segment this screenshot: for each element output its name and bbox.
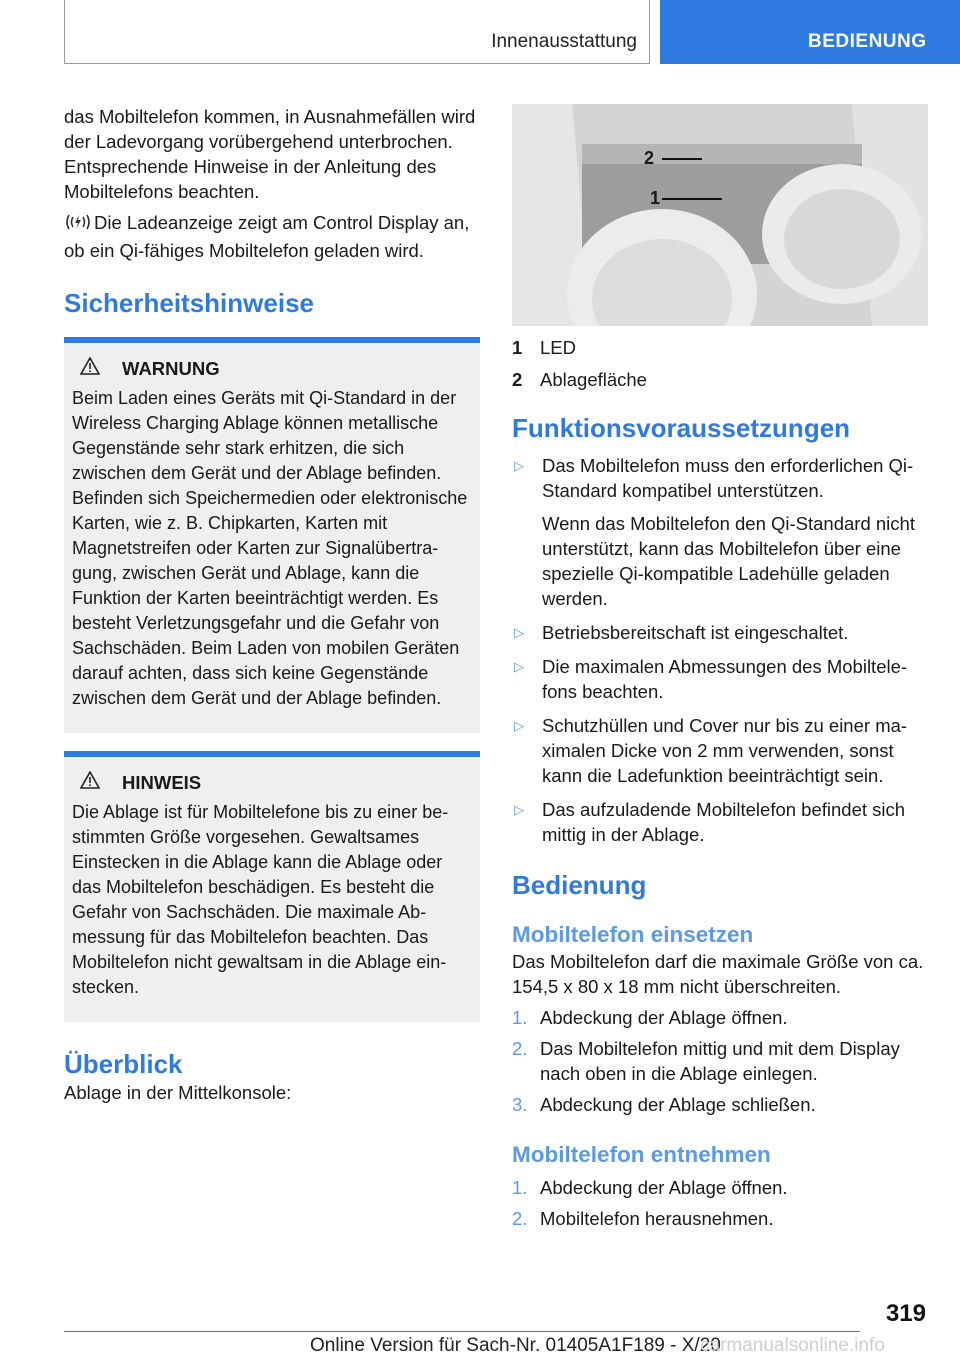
- charging-note: [64, 210, 480, 263]
- photo-legend: [512, 332, 928, 396]
- overview-heading: Überblick: [64, 1049, 183, 1079]
- list-item: 2. Mobiltelefon herausnehmen.: [512, 1208, 774, 1229]
- header-section-title: Innenausstattung: [491, 31, 637, 52]
- requirements-list: [512, 453, 928, 847]
- photo-label-2: 2: [644, 148, 655, 168]
- list-item: 2. Das Mobiltelefon mittig und mit dem Display nach oben in die Ablage einlegen.: [512, 1038, 900, 1084]
- list-item: 3. Abdeckung der Ablage schließen.: [512, 1094, 816, 1115]
- intro-paragraph: das Mobiltelefon kommen, in Ausnahmefällen wird der Ladevorgang vorübergehend unterbrochen. Entsprechende Hinweise in der Anleitung des Mobiltelefons beachten.: [64, 106, 476, 202]
- legend-item: 1 LED: [512, 337, 576, 358]
- list-item: ▷ Schutzhüllen und Cover nur bis zu einer maximalen Dicke von 2 mm verwenden, sonst kann die Ladefunktion beeinträchtigt sein.: [514, 715, 908, 786]
- notice-text: Die Ablage ist für Mobiltelefone bis zu einer bestimmten Größe vorgesehen. Gewaltsames Einstecken in die Ablage kann die Ablage oder das Mobiltelefon beschädigen. Es besteht die Gefahr von Sachschäden. Die maximale Abmessung für das Mobiltelefon beachten. Das Mobiltelefon nicht gewaltsam in die Ablage einstecken.: [72, 802, 449, 997]
- triangle-right-icon: ▷: [514, 802, 524, 817]
- triangle-right-icon: ▷: [514, 625, 524, 640]
- list-item: ▷ Das Mobiltelefon muss den erforderlichen Qi-Standard kompatibel unterstützen. Wenn das Mobiltelefon den Qi-Standard nicht unterstützt, kann das Mobiltelefon über eine spezielle Qi-kompatible Ladehülle geladen werden.: [514, 455, 915, 609]
- list-item: 1. Abdeckung der Ablage öffnen.: [512, 1007, 788, 1028]
- insert-text: Das Mobiltelefon darf die maximale Größe von ca. 154,5 x 80 x 18 mm nicht überschreiten.: [512, 951, 924, 997]
- operation-heading: Bedienung: [512, 870, 647, 900]
- overview-text: Ablage in der Mittelkonsole:: [64, 1082, 292, 1103]
- insert-steps: [512, 1005, 928, 1117]
- photo-label-1: 1: [650, 188, 661, 208]
- footer-divider: [64, 1331, 860, 1332]
- requirements-heading: Funktionsvoraussetzungen: [512, 413, 851, 443]
- remove-heading: Mobiltelefon entnehmen: [512, 1142, 771, 1167]
- notice-title: HINWEIS: [80, 771, 472, 794]
- warning-box: [64, 337, 480, 733]
- header-chapter-tab: BEDIENUNG: [660, 0, 960, 64]
- list-item: 1. Abdeckung der Ablage öffnen.: [512, 1177, 788, 1198]
- list-item: ▷ Betriebsbereitschaft ist eingeschaltet.: [514, 622, 849, 643]
- list-item: ▷ Die maximalen Abmessungen des Mobiltelefons beachten.: [514, 656, 908, 702]
- footer-text: Online Version für Sach-Nr. 01405A1F189 - X/20: [310, 1335, 721, 1356]
- left-column: [64, 104, 480, 1105]
- warning-triangle-icon: [80, 771, 100, 794]
- page-number: 319: [885, 1300, 926, 1327]
- insert-heading: Mobiltelefon einsetzen: [512, 922, 754, 947]
- warning-title: WARNUNG: [80, 357, 472, 380]
- triangle-right-icon: ▷: [514, 718, 524, 733]
- notice-box: [64, 751, 480, 1022]
- console-storage-photo: [512, 104, 928, 326]
- right-column: [512, 104, 928, 1231]
- remove-steps: [512, 1175, 928, 1231]
- wireless-charging-icon: [64, 212, 94, 238]
- list-item: ▷ Das aufzuladende Mobiltelefon befindet sich mittig in der Ablage.: [514, 799, 906, 845]
- warning-text: Beim Laden eines Geräts mit Qi-Standard in der Wireless Charging Ablage können metallische Gegenstände sehr stark erhitzen, die sich zwischen dem Gerät und der Ablage befinden. Befinden sich Speichermedien oder elektronische Karten, wie z. B. Chipkarten, Karten mit Magnetstreifen oder Karten zur Signalübertragung, zwischen Gerät und Ablage, kann die Funktion der Karten beeinträchtigt werden. Es besteht Verletzungsgefahr und die Gefahr von Sachschäden. Beim Laden von mobilen Geräten darauf achten, dass sich keine Gegenstände zwischen dem Gerät und der Ablage befinden.: [72, 388, 468, 708]
- header-section-box: [64, 0, 650, 64]
- watermark: carmanualsonline.info: [700, 1335, 885, 1356]
- legend-item: 2 Ablagefläche: [512, 369, 647, 390]
- triangle-right-icon: ▷: [514, 458, 524, 473]
- safety-heading: Sicherheitshinweise: [64, 288, 314, 318]
- charging-note-text: Die Ladeanzeige zeigt am Control Display an, ob ein Qi-fähiges Mobiltelefon geladen wird.: [64, 212, 470, 261]
- triangle-right-icon: ▷: [514, 659, 524, 674]
- warning-triangle-icon: [80, 357, 100, 380]
